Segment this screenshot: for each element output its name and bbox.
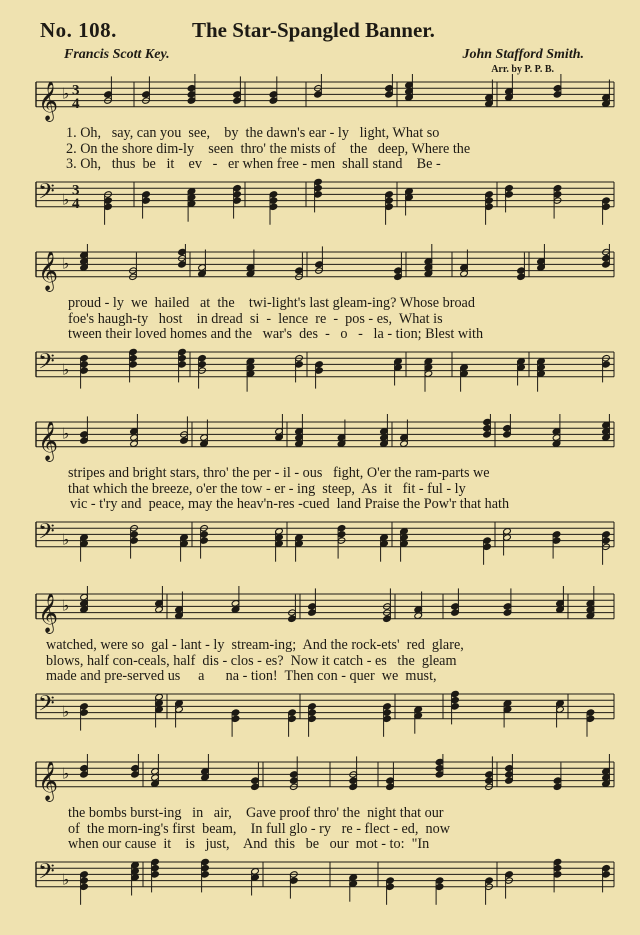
verse-3-line: tween their loved homes and the war's des - o - la - tion; Blest with (68, 326, 484, 342)
verse-1-line: the bombs burst-ing in air, Gave proof thro' the night that our (68, 805, 444, 821)
hymn-title: The Star-Spangled Banner. (192, 18, 435, 42)
svg-text:𝄢: 𝄢 (38, 519, 55, 550)
system-2-treble (36, 244, 614, 292)
svg-text:𝄞: 𝄞 (38, 420, 59, 461)
verse-3-line: when our cause it is just, And this be our mot - to: "In (68, 836, 430, 852)
svg-text:𝄞: 𝄞 (38, 592, 59, 633)
svg-text:𝄞: 𝄞 (38, 250, 59, 291)
svg-text:𝄞: 𝄞 (38, 760, 59, 801)
flat-sign-icon: ♭ (62, 360, 70, 379)
verse-3-line: 3. Oh, thus be it ev - er when free - men shall stand Be - (66, 156, 441, 172)
flat-sign-icon: ♭ (62, 530, 70, 549)
bass-clef-icon (38, 692, 55, 722)
system-1-lyrics (0, 126, 640, 174)
flat-sign-icon: ♭ (62, 424, 70, 443)
bass-clef-icon (38, 860, 55, 890)
verse-2-line: of the morn-ing's first beam, In full glo - ry re - flect - ed, now (68, 820, 450, 837)
treble-clef-icon (38, 593, 58, 634)
time-signature-top: 3 (72, 82, 80, 99)
lyricist-credit: Francis Scott Key. (64, 47, 170, 62)
time-signature-top: 3 (72, 182, 80, 199)
flat-sign-icon: ♭ (62, 764, 70, 783)
verse-2-line: 2. On the shore dim-ly seen thro' the mists of the deep, Where the (66, 140, 471, 157)
hymn-number: No. 108. (40, 18, 117, 42)
system-1-treble (36, 74, 614, 122)
system-5-bass (36, 858, 614, 904)
verse-1-line: stripes and bright stars, thro' the per - il - ous fight, O'er the ram-parts we (68, 465, 490, 481)
verse-2-line: foe's haugh-ty host in dread si - lence re - pos - es, What is (68, 310, 443, 327)
system-5-lyrics (0, 806, 640, 854)
flat-sign-icon: ♭ (62, 596, 70, 615)
verse-3-line: made and pre-served us a na - tion! Then con - quer we must, (46, 668, 437, 684)
svg-text:𝄢: 𝄢 (38, 859, 55, 890)
svg-text:𝄞: 𝄞 (38, 80, 59, 121)
flat-sign-icon: ♭ (62, 190, 70, 209)
treble-clef-icon (38, 421, 58, 462)
flat-sign-icon: ♭ (62, 702, 70, 721)
treble-clef-icon (38, 761, 58, 802)
treble-clef-icon (38, 251, 58, 292)
system-4-bass-staff (0, 686, 640, 746)
flat-sign-icon: ♭ (62, 84, 70, 103)
svg-text:𝄢: 𝄢 (38, 349, 55, 380)
system-4-bass (36, 690, 614, 736)
system-3-lyrics (0, 466, 640, 514)
system-5-bass-staff (0, 854, 640, 914)
verse-3-line: vic - t'ry and peace, may the heav'n-res -cued land Praise the Pow'r that hath (70, 496, 510, 512)
system-1-bass-staff (0, 174, 640, 234)
verse-2-line: blows, half con-ceals, half dis - clos - es? Now it catch - es the gleam (46, 652, 457, 669)
svg-text:𝄢: 𝄢 (38, 691, 55, 722)
system-5-treble (36, 754, 614, 802)
system-3-bass (36, 520, 614, 565)
arranger-credit: Arr. by P. P. B. (491, 64, 554, 75)
system-4-treble (36, 586, 614, 634)
bass-clef-icon (38, 180, 55, 210)
time-signature-bottom: 4 (72, 95, 80, 112)
verse-1-line: 1. Oh, say, can you see, by the dawn's ear - ly light, What so (66, 125, 440, 141)
system-3-bass-staff (0, 514, 640, 574)
flat-sign-icon: ♭ (62, 254, 70, 273)
system-2-lyrics (0, 296, 640, 344)
bass-clef-icon (38, 350, 55, 380)
system-2-bass (36, 348, 614, 391)
time-signature-bottom: 4 (72, 195, 80, 212)
verse-1-line: watched, were so gal - lant - ly stream-ing; And the rock-ets' red glare, (46, 637, 464, 653)
system-3-treble (36, 414, 614, 462)
composer-credit: John Stafford Smith. (462, 47, 584, 62)
verse-2-line: that which the breeze, o'er the tow - er - ing steep, As it fit - ful - ly (68, 480, 466, 497)
bass-clef-icon (38, 520, 55, 550)
treble-clef-icon (38, 81, 58, 122)
system-4-lyrics (0, 638, 640, 686)
system-2-bass-staff (0, 344, 640, 404)
flat-sign-icon: ♭ (62, 870, 70, 889)
verse-1-line: proud - ly we hailed at the twi-light's last gleam-ing? Whose broad (68, 295, 475, 311)
system-1-bass (36, 178, 614, 224)
svg-text:𝄢: 𝄢 (38, 179, 55, 210)
